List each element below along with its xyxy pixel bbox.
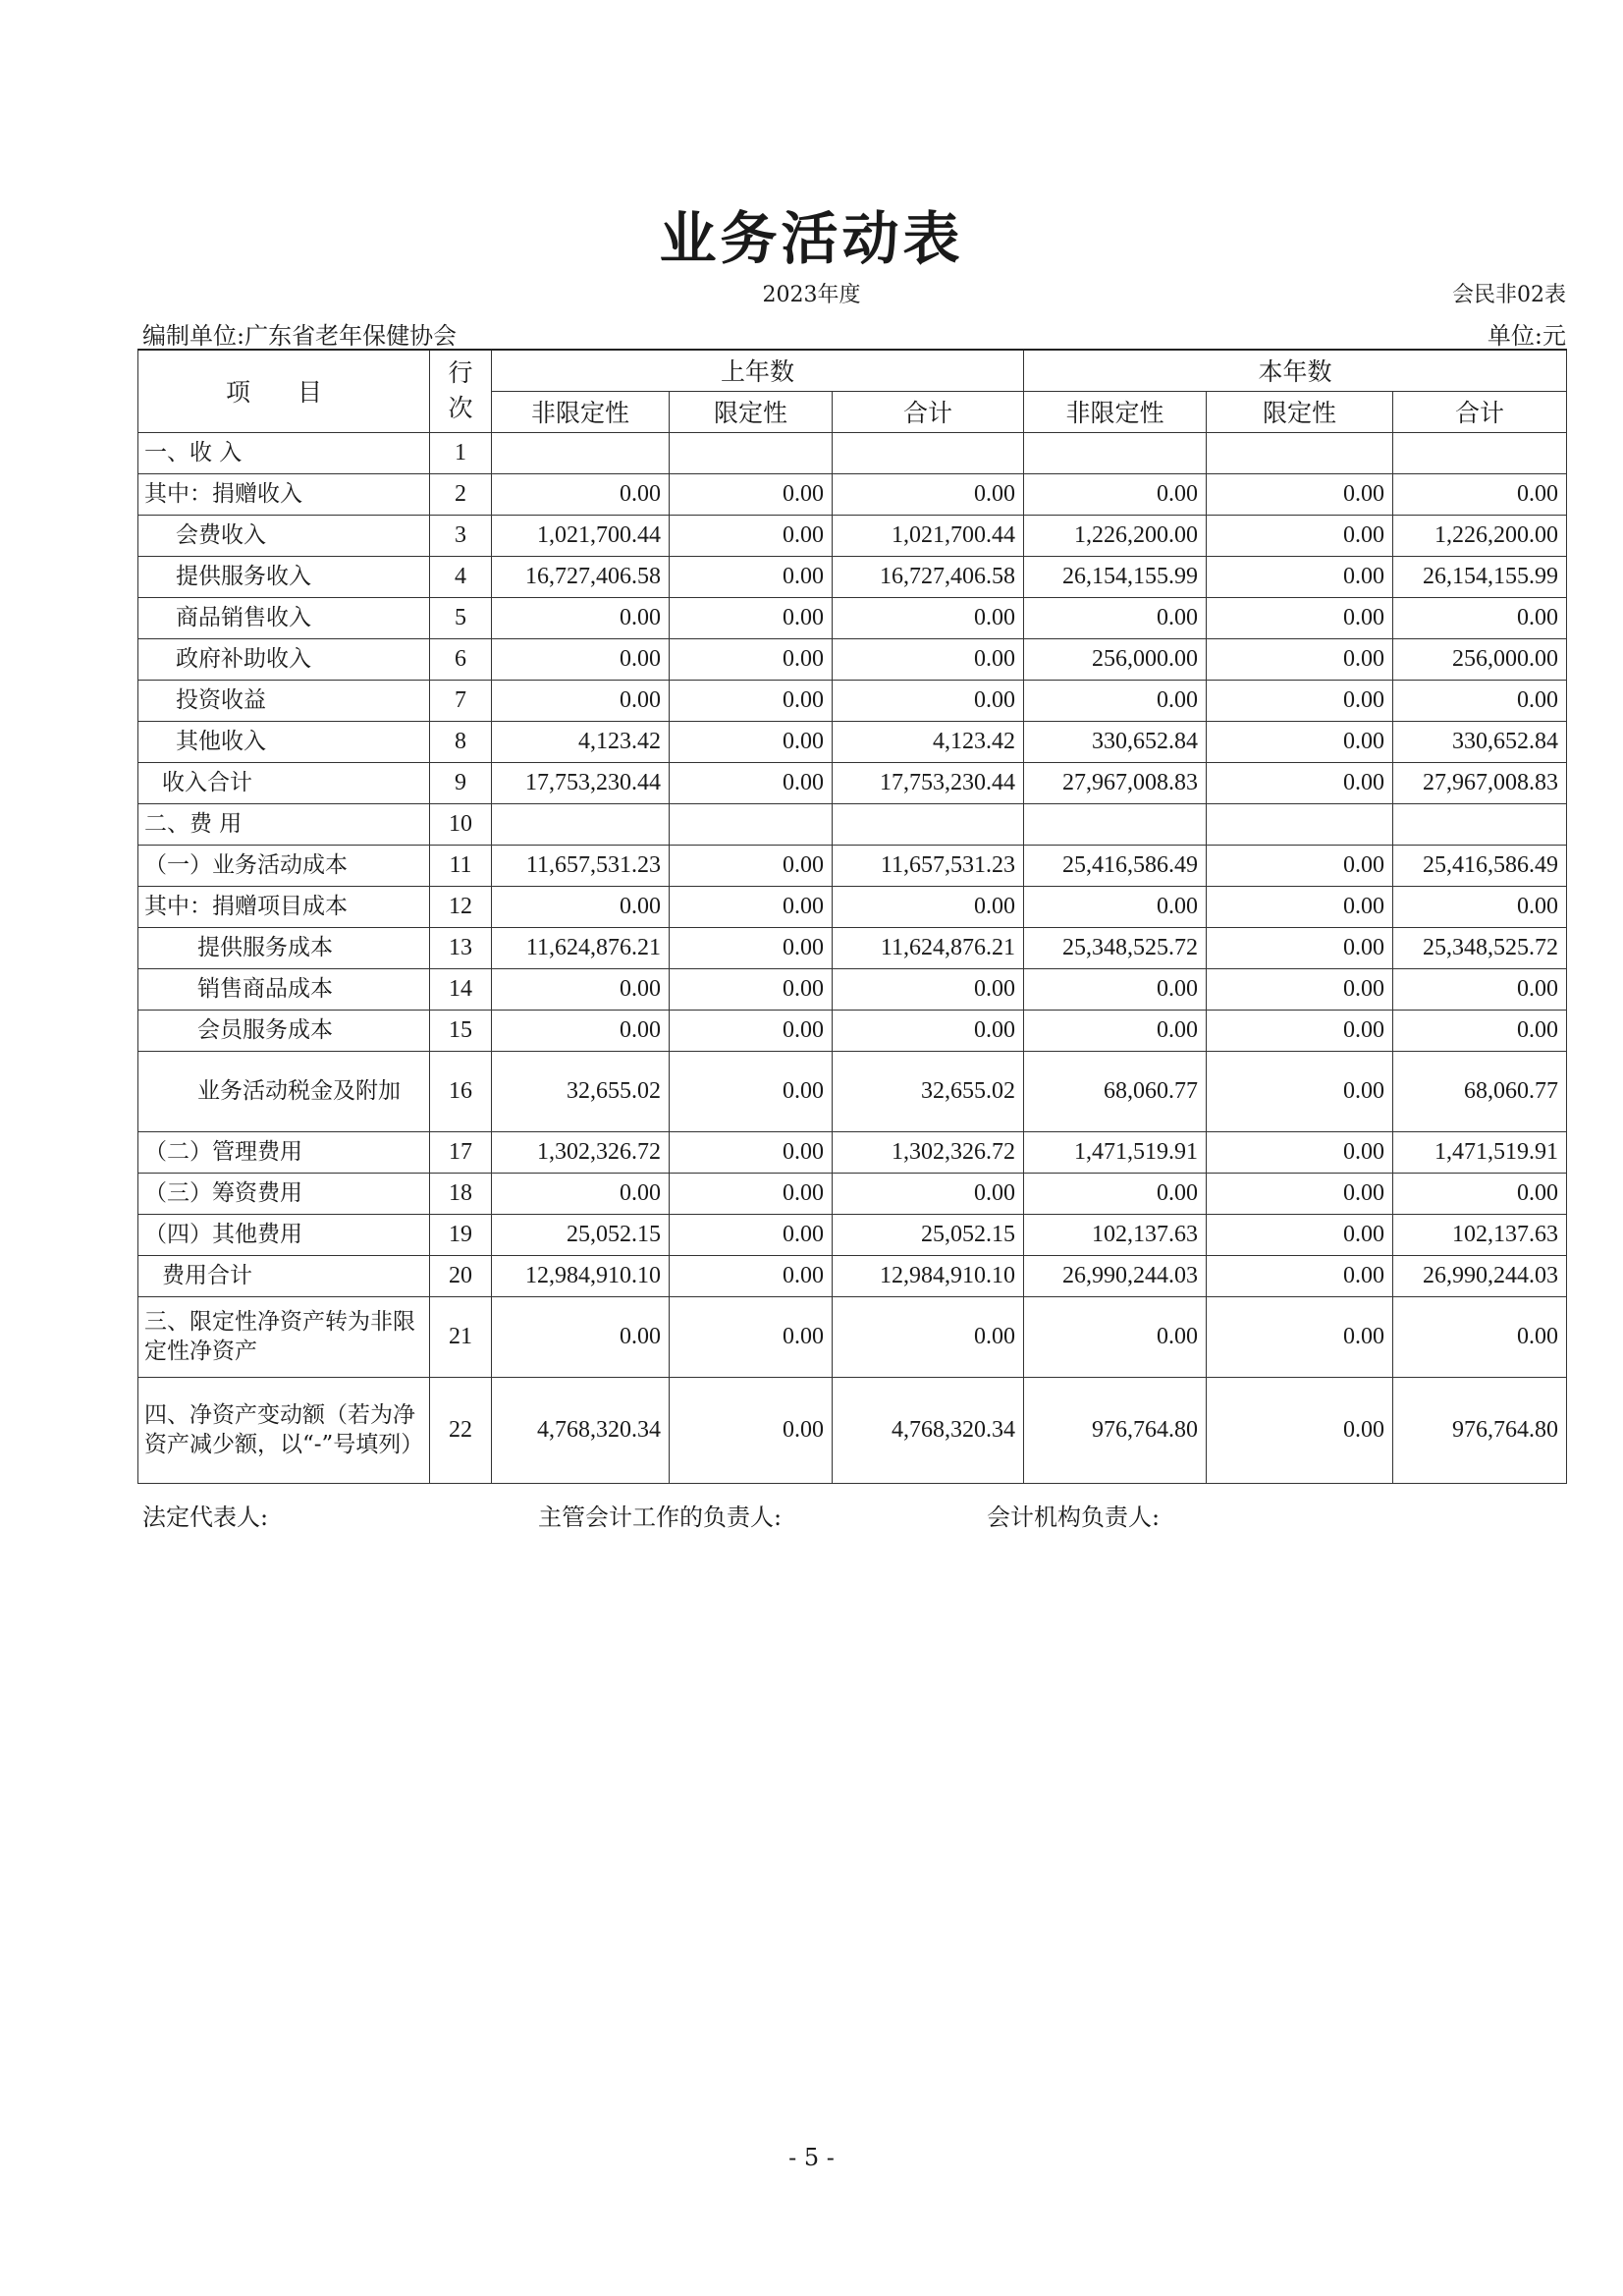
table-row (138, 1010, 1567, 1051)
cell-prev-unrestricted: 0.00 (492, 1010, 670, 1051)
cell-prev-restricted: 0.00 (670, 1377, 833, 1483)
cell-curr-total: 25,348,525.72 (1393, 927, 1567, 968)
cell-prev-unrestricted: 17,753,230.44 (492, 762, 670, 803)
row-label: （四）其他费用 (138, 1214, 430, 1255)
cell-prev-restricted: 0.00 (670, 473, 833, 515)
cell-prev-unrestricted: 0.00 (492, 1296, 670, 1377)
row-label: 四、净资产变动额（若为净资产减少额，以“-”号填列） (138, 1377, 430, 1483)
cell-prev-unrestricted: 4,123.42 (492, 721, 670, 762)
cell-curr-unrestricted (1024, 803, 1207, 845)
table-row (138, 1255, 1567, 1296)
row-label: 费用合计 (138, 1255, 430, 1296)
cell-curr-total (1393, 432, 1567, 473)
cell-curr-restricted: 0.00 (1207, 1173, 1393, 1214)
currency-unit: 单位:元 (1487, 322, 1566, 350)
cell-prev-restricted: 0.00 (670, 762, 833, 803)
report-title: 业务活动表 (659, 205, 964, 272)
cell-curr-restricted: 0.00 (1207, 556, 1393, 597)
header-curr-restricted: 限定性 (1207, 391, 1393, 432)
cell-curr-unrestricted: 0.00 (1024, 1173, 1207, 1214)
cell-prev-unrestricted: 25,052.15 (492, 1214, 670, 1255)
cell-curr-restricted: 0.00 (1207, 1131, 1393, 1173)
cell-curr-unrestricted: 256,000.00 (1024, 638, 1207, 680)
row-line-number: 13 (430, 927, 492, 968)
cell-prev-unrestricted: 11,657,531.23 (492, 845, 670, 886)
table-row (138, 762, 1567, 803)
cell-prev-total: 11,657,531.23 (833, 845, 1024, 886)
cell-prev-total: 0.00 (833, 1010, 1024, 1051)
cell-prev-total: 0.00 (833, 473, 1024, 515)
cell-curr-restricted: 0.00 (1207, 1051, 1393, 1131)
cell-curr-unrestricted: 0.00 (1024, 680, 1207, 721)
cell-prev-total: 17,753,230.44 (833, 762, 1024, 803)
row-line-number: 3 (430, 515, 492, 556)
cell-curr-restricted: 0.00 (1207, 886, 1393, 927)
cell-curr-total: 0.00 (1393, 597, 1567, 638)
cell-curr-total: 25,416,586.49 (1393, 845, 1567, 886)
row-label: 二、费 用 (138, 803, 430, 845)
cell-curr-restricted (1207, 432, 1393, 473)
cell-curr-restricted: 0.00 (1207, 1255, 1393, 1296)
table-row (138, 927, 1567, 968)
cell-prev-restricted: 0.00 (670, 886, 833, 927)
cell-prev-unrestricted: 0.00 (492, 473, 670, 515)
cell-curr-unrestricted: 25,416,586.49 (1024, 845, 1207, 886)
cell-curr-unrestricted: 0.00 (1024, 886, 1207, 927)
cell-prev-total: 4,123.42 (833, 721, 1024, 762)
cell-curr-total: 0.00 (1393, 1173, 1567, 1214)
cell-prev-restricted: 0.00 (670, 1051, 833, 1131)
legal-representative-label: 法定代表人: (142, 1503, 269, 1531)
row-line-number: 19 (430, 1214, 492, 1255)
cell-curr-unrestricted: 25,348,525.72 (1024, 927, 1207, 968)
cell-prev-total: 0.00 (833, 1173, 1024, 1214)
cell-curr-unrestricted (1024, 432, 1207, 473)
cell-curr-restricted: 0.00 (1207, 597, 1393, 638)
cell-prev-restricted: 0.00 (670, 597, 833, 638)
cell-curr-total: 1,471,519.91 (1393, 1131, 1567, 1173)
cell-curr-unrestricted: 26,990,244.03 (1024, 1255, 1207, 1296)
cell-curr-unrestricted: 0.00 (1024, 1010, 1207, 1051)
cell-curr-total: 1,226,200.00 (1393, 515, 1567, 556)
header-prev-year: 上年数 (492, 350, 1024, 391)
row-label: 投资收益 (138, 680, 430, 721)
cell-prev-unrestricted: 0.00 (492, 1173, 670, 1214)
cell-prev-unrestricted: 11,624,876.21 (492, 927, 670, 968)
table-row (138, 556, 1567, 597)
cell-curr-total: 0.00 (1393, 968, 1567, 1010)
cell-prev-restricted: 0.00 (670, 845, 833, 886)
cell-curr-unrestricted: 1,471,519.91 (1024, 1131, 1207, 1173)
reporting-entity: 编制单位:广东省老年保健协会 (142, 322, 458, 350)
table-row (138, 803, 1567, 845)
table-row (138, 680, 1567, 721)
cell-curr-restricted: 0.00 (1207, 680, 1393, 721)
header-prev-restricted: 限定性 (670, 391, 833, 432)
cell-curr-total: 102,137.63 (1393, 1214, 1567, 1255)
cell-curr-restricted: 0.00 (1207, 968, 1393, 1010)
cell-prev-total: 0.00 (833, 680, 1024, 721)
table-row (138, 473, 1567, 515)
cell-curr-unrestricted: 0.00 (1024, 473, 1207, 515)
cell-prev-unrestricted: 0.00 (492, 968, 670, 1010)
cell-curr-restricted: 0.00 (1207, 1010, 1393, 1051)
table-body (138, 432, 1567, 1483)
cell-curr-unrestricted: 27,967,008.83 (1024, 762, 1207, 803)
cell-prev-total: 25,052.15 (833, 1214, 1024, 1255)
table-row (138, 432, 1567, 473)
header-prev-total: 合计 (833, 391, 1024, 432)
cell-prev-total (833, 432, 1024, 473)
cell-prev-unrestricted: 1,021,700.44 (492, 515, 670, 556)
table-row (138, 968, 1567, 1010)
cell-curr-restricted (1207, 803, 1393, 845)
cell-curr-restricted: 0.00 (1207, 762, 1393, 803)
row-label: 会费收入 (138, 515, 430, 556)
cell-curr-total: 256,000.00 (1393, 638, 1567, 680)
row-line-number: 14 (430, 968, 492, 1010)
cell-prev-restricted: 0.00 (670, 927, 833, 968)
cell-prev-total: 16,727,406.58 (833, 556, 1024, 597)
cell-prev-restricted: 0.00 (670, 1255, 833, 1296)
activity-statement-table (137, 349, 1567, 1484)
cell-prev-restricted: 0.00 (670, 680, 833, 721)
cell-prev-unrestricted (492, 803, 670, 845)
cell-curr-unrestricted: 330,652.84 (1024, 721, 1207, 762)
table-row (138, 1051, 1567, 1131)
row-label: 一、收 入 (138, 432, 430, 473)
table-row (138, 1214, 1567, 1255)
cell-curr-total: 68,060.77 (1393, 1051, 1567, 1131)
cell-prev-total: 0.00 (833, 597, 1024, 638)
cell-prev-restricted: 0.00 (670, 1173, 833, 1214)
report-year: 2023年度 (762, 283, 861, 307)
row-label: 提供服务成本 (138, 927, 430, 968)
cell-curr-total (1393, 803, 1567, 845)
cell-prev-unrestricted: 4,768,320.34 (492, 1377, 670, 1483)
cell-prev-unrestricted (492, 432, 670, 473)
row-line-number: 18 (430, 1173, 492, 1214)
table-row (138, 845, 1567, 886)
cell-prev-unrestricted: 1,302,326.72 (492, 1131, 670, 1173)
cell-curr-unrestricted: 1,226,200.00 (1024, 515, 1207, 556)
row-line-number: 10 (430, 803, 492, 845)
cell-curr-restricted: 0.00 (1207, 845, 1393, 886)
cell-curr-restricted: 0.00 (1207, 1377, 1393, 1483)
cell-prev-unrestricted: 0.00 (492, 638, 670, 680)
cell-prev-restricted: 0.00 (670, 968, 833, 1010)
cell-prev-unrestricted: 32,655.02 (492, 1051, 670, 1131)
row-line-number: 17 (430, 1131, 492, 1173)
cell-curr-total: 0.00 (1393, 473, 1567, 515)
cell-prev-restricted: 0.00 (670, 721, 833, 762)
row-label: 政府补助收入 (138, 638, 430, 680)
row-label: 其他收入 (138, 721, 430, 762)
row-line-number: 12 (430, 886, 492, 927)
cell-curr-restricted: 0.00 (1207, 1296, 1393, 1377)
table-row (138, 886, 1567, 927)
table-row (138, 1296, 1567, 1377)
cell-prev-restricted (670, 803, 833, 845)
cell-curr-total: 0.00 (1393, 680, 1567, 721)
row-line-number: 5 (430, 597, 492, 638)
header-curr-unrestricted: 非限定性 (1024, 391, 1207, 432)
table-row (138, 1131, 1567, 1173)
cell-curr-total: 0.00 (1393, 1010, 1567, 1051)
table-row (138, 638, 1567, 680)
row-line-number: 2 (430, 473, 492, 515)
cell-curr-total: 27,967,008.83 (1393, 762, 1567, 803)
row-label: 提供服务收入 (138, 556, 430, 597)
cell-prev-restricted: 0.00 (670, 515, 833, 556)
cell-curr-unrestricted: 102,137.63 (1024, 1214, 1207, 1255)
cell-curr-unrestricted: 0.00 (1024, 1296, 1207, 1377)
cell-prev-unrestricted: 12,984,910.10 (492, 1255, 670, 1296)
cell-curr-total: 26,154,155.99 (1393, 556, 1567, 597)
cell-prev-total: 0.00 (833, 1296, 1024, 1377)
row-line-number: 11 (430, 845, 492, 886)
cell-curr-unrestricted: 0.00 (1024, 597, 1207, 638)
cell-prev-restricted (670, 432, 833, 473)
cell-prev-total (833, 803, 1024, 845)
accounting-dept-head-label: 会计机构负责人: (987, 1503, 1161, 1531)
cell-prev-restricted: 0.00 (670, 638, 833, 680)
table-row (138, 597, 1567, 638)
cell-curr-unrestricted: 0.00 (1024, 968, 1207, 1010)
cell-curr-restricted: 0.00 (1207, 721, 1393, 762)
cell-prev-unrestricted: 0.00 (492, 597, 670, 638)
row-line-number: 21 (430, 1296, 492, 1377)
cell-curr-total: 26,990,244.03 (1393, 1255, 1567, 1296)
row-label: （二）管理费用 (138, 1131, 430, 1173)
row-label: 三、限定性净资产转为非限定性净资产 (138, 1296, 430, 1377)
header-curr-year: 本年数 (1024, 350, 1567, 391)
cell-prev-restricted: 0.00 (670, 1131, 833, 1173)
table-row (138, 1173, 1567, 1214)
row-line-number: 16 (430, 1051, 492, 1131)
cell-curr-restricted: 0.00 (1207, 515, 1393, 556)
cell-curr-total: 0.00 (1393, 1296, 1567, 1377)
cell-curr-unrestricted: 68,060.77 (1024, 1051, 1207, 1131)
row-line-number: 20 (430, 1255, 492, 1296)
cell-prev-restricted: 0.00 (670, 1010, 833, 1051)
row-line-number: 8 (430, 721, 492, 762)
header-row-1 (138, 350, 1567, 391)
row-label: 销售商品成本 (138, 968, 430, 1010)
row-label: 其中：捐赠项目成本 (138, 886, 430, 927)
cell-curr-restricted: 0.00 (1207, 638, 1393, 680)
cell-prev-total: 1,021,700.44 (833, 515, 1024, 556)
cell-prev-restricted: 0.00 (670, 556, 833, 597)
page-number: - 5 - (788, 2144, 835, 2171)
table-row (138, 1377, 1567, 1483)
row-line-number: 6 (430, 638, 492, 680)
row-line-number: 1 (430, 432, 492, 473)
row-line-number: 7 (430, 680, 492, 721)
cell-prev-unrestricted: 0.00 (492, 886, 670, 927)
row-label: （一）业务活动成本 (138, 845, 430, 886)
row-line-number: 4 (430, 556, 492, 597)
row-label: 商品销售收入 (138, 597, 430, 638)
row-label: 其中：捐赠收入 (138, 473, 430, 515)
cell-prev-restricted: 0.00 (670, 1214, 833, 1255)
row-line-number: 15 (430, 1010, 492, 1051)
cell-prev-total: 4,768,320.34 (833, 1377, 1024, 1483)
form-number: 会民非02表 (1452, 283, 1566, 307)
cell-curr-total: 0.00 (1393, 886, 1567, 927)
row-label: （三）筹资费用 (138, 1173, 430, 1214)
cell-prev-total: 11,624,876.21 (833, 927, 1024, 968)
row-line-number: 22 (430, 1377, 492, 1483)
cell-curr-restricted: 0.00 (1207, 927, 1393, 968)
cell-curr-restricted: 0.00 (1207, 473, 1393, 515)
cell-curr-total: 976,764.80 (1393, 1377, 1567, 1483)
cell-prev-total: 0.00 (833, 638, 1024, 680)
header-item: 项 目 (138, 350, 430, 432)
accounting-head-label: 主管会计工作的负责人: (538, 1503, 783, 1531)
cell-curr-total: 330,652.84 (1393, 721, 1567, 762)
cell-prev-unrestricted: 16,727,406.58 (492, 556, 670, 597)
header-curr-total: 合计 (1393, 391, 1567, 432)
cell-prev-restricted: 0.00 (670, 1296, 833, 1377)
header-line-no: 行次 (430, 350, 492, 432)
row-label: 会员服务成本 (138, 1010, 430, 1051)
table-row (138, 721, 1567, 762)
row-label: 收入合计 (138, 762, 430, 803)
cell-curr-unrestricted: 26,154,155.99 (1024, 556, 1207, 597)
header-prev-unrestricted: 非限定性 (492, 391, 670, 432)
cell-prev-total: 32,655.02 (833, 1051, 1024, 1131)
cell-curr-unrestricted: 976,764.80 (1024, 1377, 1207, 1483)
row-label: 业务活动税金及附加 (138, 1051, 430, 1131)
cell-prev-total: 1,302,326.72 (833, 1131, 1024, 1173)
row-line-number: 9 (430, 762, 492, 803)
cell-prev-unrestricted: 0.00 (492, 680, 670, 721)
table-row (138, 515, 1567, 556)
cell-prev-total: 0.00 (833, 886, 1024, 927)
cell-curr-restricted: 0.00 (1207, 1214, 1393, 1255)
cell-prev-total: 0.00 (833, 968, 1024, 1010)
cell-prev-total: 12,984,910.10 (833, 1255, 1024, 1296)
